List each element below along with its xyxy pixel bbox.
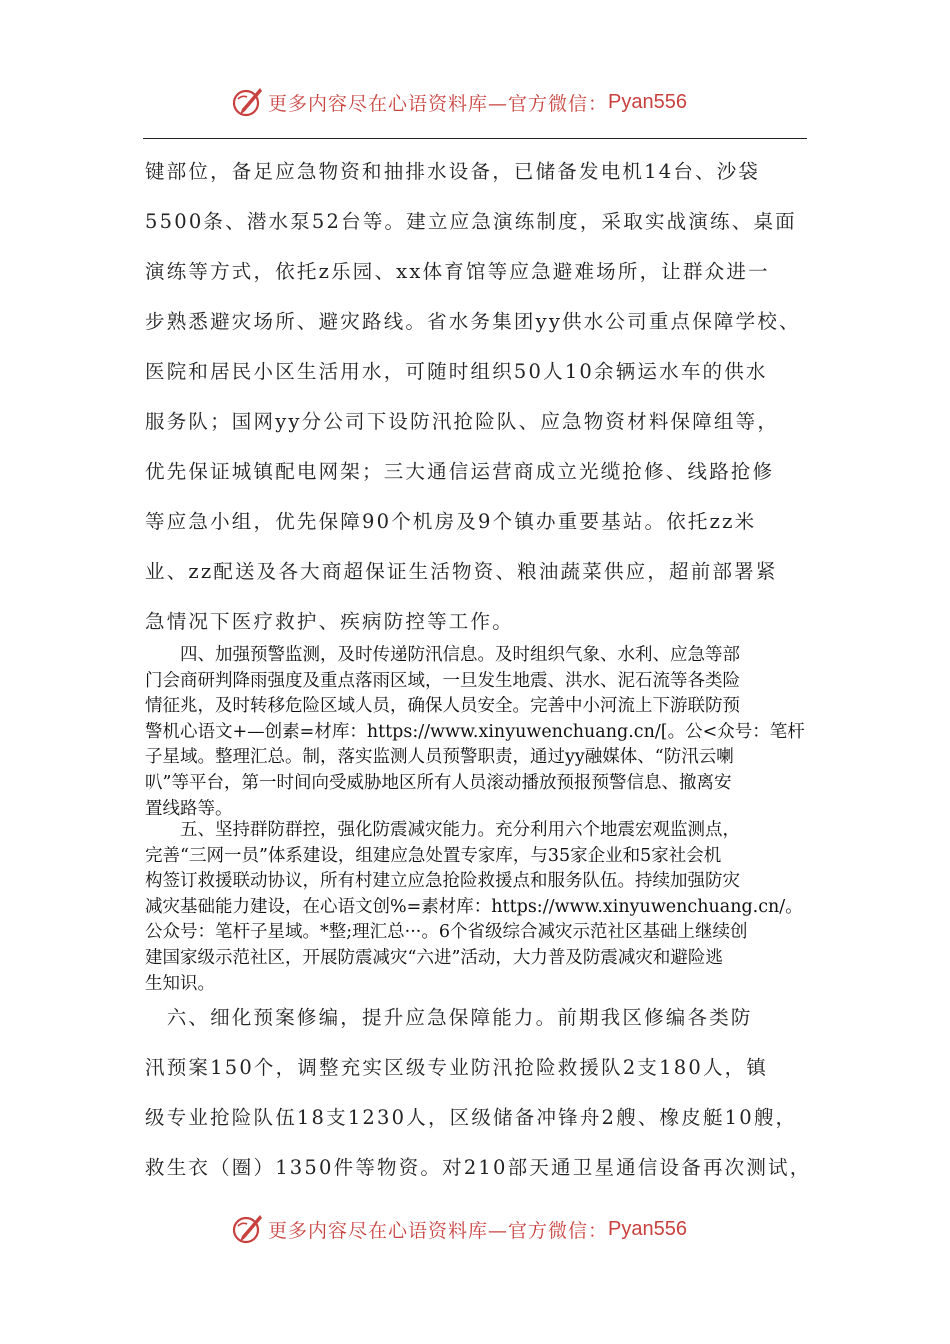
text-line: 建国家级示范社区，开展防震减灾“六进”活动，大力普及防震减灾和避险逃 — [145, 947, 723, 968]
text-line: 等应急小组，优先保障90个机房及9个镇办重要基站。依托zz米 — [145, 510, 757, 533]
text-line: 生知识。 — [145, 973, 215, 994]
text-line: 六、细化预案修编，提升应急保障能力。前期我区修编各类防 — [145, 1006, 753, 1029]
text-line: 叭”等平台，第一时间向受威胁地区所有人员滚动播放预报预警信息、撤离安 — [145, 772, 732, 793]
text-line: 优先保证城镇配电网架；三大通信运营商成立光缆抢修、线路抢修 — [145, 460, 775, 483]
paragraph-1 — [145, 147, 810, 647]
header-banner — [0, 82, 950, 122]
footer-banner-content — [230, 1209, 687, 1249]
text-line: 公众号：笔杆子星域。*整;理汇总···。6个省级综合减灾示范社区基础上继续创 — [145, 922, 748, 943]
text-line: 完善“三网一员”体系建设，组建应急处置专家库，与35家企业和5家社会机 — [145, 845, 722, 866]
text-line: 演练等方式，依托z乐园、xx体育馆等应急避难场所，让群众进一 — [145, 260, 770, 283]
text-line: 医院和居民小区生活用水，可随时组织50人10余辆运水车的供水 — [145, 360, 768, 383]
text-line: 减灾基础能力建设，在心语文创%=素材库：https://www.xinyuwenchuang.cn/。 — [145, 896, 803, 917]
text-line: 四、加强预警监测，及时传递防汛信息。及时组织气象、水利、应急等部 — [145, 645, 740, 665]
footer-banner — [0, 1209, 950, 1249]
text-line: 警机心语文+—创素=材库：https://www.xinyuwenchuang.cn/[。公<众号：笔杆 — [145, 721, 805, 742]
header-divider — [143, 138, 807, 139]
banner-wechat-handle: Pyan556 — [608, 1217, 687, 1240]
banner-wechat-handle: Pyan556 — [608, 90, 687, 113]
paragraph-earthquake-prevention — [145, 818, 810, 997]
text-line: 汛预案150个，调整充实区级专业防汛抢险救援队2支180人，镇 — [145, 1056, 769, 1079]
text-line: 置线路等。 — [145, 798, 233, 819]
text-line: 级专业抢险队伍18支1230人，区级储备冲锋舟2艘、橡皮艇10艘， — [145, 1106, 798, 1129]
text-line: 急情况下医疗救护、疾病防控等工作。 — [145, 610, 514, 633]
quill-pen-logo-icon — [230, 85, 264, 119]
text-line: 5500条、潜水泵52台等。建立应急演练制度，采取实战演练、桌面 — [145, 210, 797, 233]
text-line: 五、坚持群防群控，强化防震减灾能力。充分利用六个地震宏观监测点， — [145, 820, 740, 840]
quill-pen-logo-icon — [230, 1212, 264, 1246]
text-line: 构签订救援联动协议，所有村建立应急抢险救援点和服务队伍。持续加强防灾 — [145, 871, 740, 892]
text-line: 救生衣（圈）1350件等物资。对210部天通卫星通信设备再次测试， — [145, 1156, 812, 1179]
text-line: 门会商研判降雨强度及重点落雨区域，一旦发生地震、洪水、泥石流等各类险 — [145, 670, 740, 691]
text-line: 键部位，备足应急物资和抽排水设备，已储备发电机14台、沙袋 — [145, 160, 761, 183]
text-line: 业、zz配送及各大商超保证生活物资、粮油蔬菜供应，超前部署紧 — [145, 560, 778, 583]
text-line: 步熟悉避灾场所、避灾路线。省水务集团yy供水公司重点保障学校、 — [145, 310, 801, 333]
banner-text: 更多内容尽在心语资料库—官方微信： — [268, 92, 609, 115]
paragraph-contingency-plans — [145, 993, 810, 1193]
text-line: 子星域。整理汇总。制，落实监测人员预警职责，通过yy融媒体、“防汛云喇 — [145, 747, 734, 768]
paragraph-early-warning — [145, 643, 810, 822]
text-line: 情征兆，及时转移危险区域人员，确保人员安全。完善中小河流上下游联防预 — [145, 696, 740, 717]
text-line: 服务队；国网yy分公司下设防汛抢险队、应急物资材料保障组等， — [145, 410, 780, 433]
header-banner-content — [230, 82, 687, 122]
banner-text: 更多内容尽在心语资料库—官方微信： — [268, 1219, 609, 1242]
